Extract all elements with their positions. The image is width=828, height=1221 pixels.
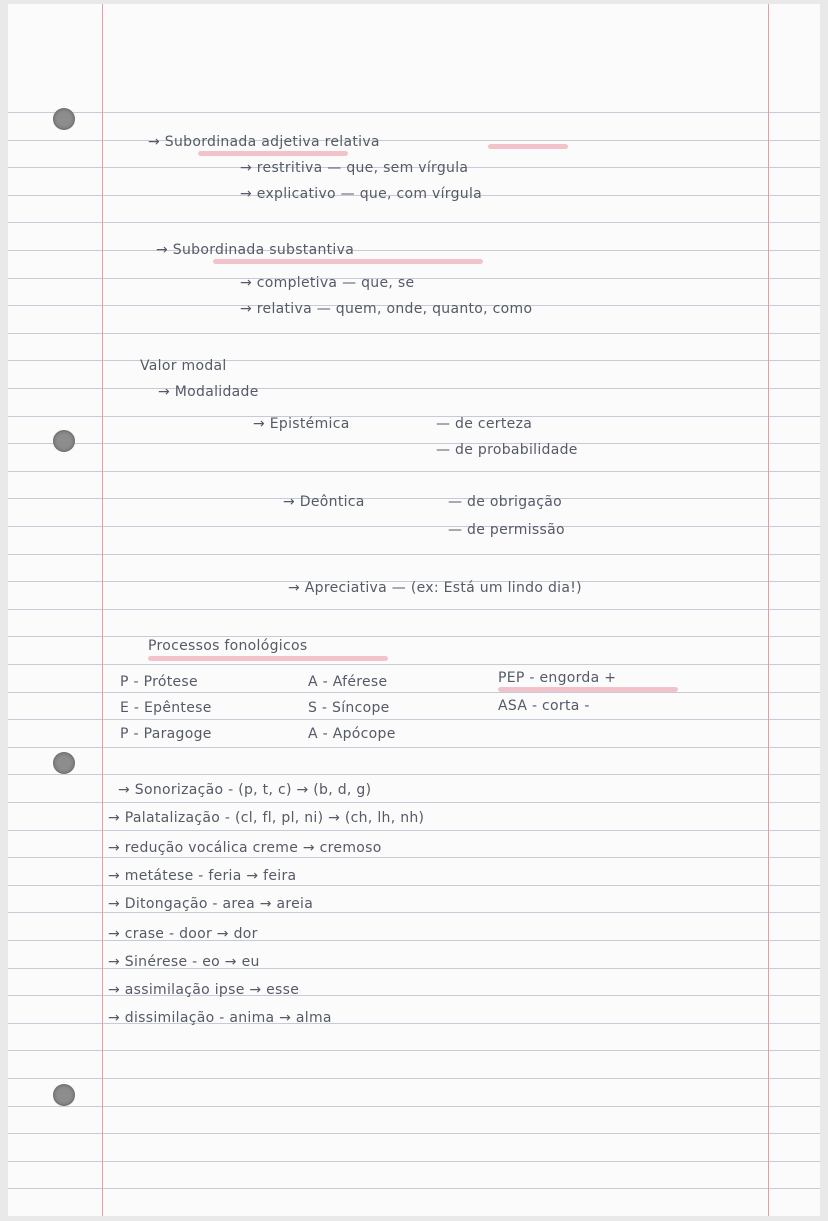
ruled-line [8, 1078, 820, 1079]
note-epistemica: → Epistémica [253, 416, 350, 432]
highlight-mark [488, 144, 568, 149]
note-reducao: → redução vocálica creme → cremoso [108, 840, 382, 856]
note-epistemica-probabilidade: — de probabilidade [436, 442, 578, 458]
highlight-mark [148, 656, 388, 661]
note-adjetiva-title: → Subordinada adjetiva relativa [148, 134, 380, 150]
note-paragoge: P - Paragoge [120, 726, 212, 742]
ruled-line [8, 388, 820, 389]
ruled-line [8, 830, 820, 831]
ruled-line [8, 222, 820, 223]
note-sonorizacao: → Sonorização - (p, t, c) → (b, d, g) [118, 782, 372, 798]
ruled-line [8, 471, 820, 472]
note-valor-modal: Valor modal [140, 358, 227, 374]
punch-hole [53, 1084, 75, 1106]
ruled-line [8, 747, 820, 748]
note-pep: PEP - engorda + [498, 670, 617, 686]
punch-hole [53, 108, 75, 130]
left-margin-line [102, 4, 103, 1216]
note-crase: → crase - door → dor [108, 926, 258, 942]
note-processos-title: Processos fonológicos [148, 638, 308, 654]
note-deontica: → Deôntica [283, 494, 365, 510]
ruled-line [8, 912, 820, 913]
punch-hole [53, 752, 75, 774]
note-palatalizacao: → Palatalização - (cl, fl, pl, ni) → (ch, lh, nh) [108, 810, 425, 826]
ruled-line [8, 692, 820, 693]
ruled-line [8, 802, 820, 803]
ruled-line [8, 1133, 820, 1134]
note-deontica-permissao: — de permissão [448, 522, 565, 538]
ruled-line [8, 774, 820, 775]
ruled-line [8, 857, 820, 858]
right-margin-line [768, 4, 769, 1216]
ruled-line [8, 554, 820, 555]
note-epentese: E - Epêntese [120, 700, 212, 716]
ruled-line [8, 250, 820, 251]
note-metatese: → metátese - feria → feira [108, 868, 297, 884]
note-asa: ASA - corta - [498, 698, 590, 714]
note-deontica-obrigacao: — de obrigação [448, 494, 563, 510]
note-apocope: A - Apócope [308, 726, 396, 742]
note-relativa: → relativa — quem, onde, quanto, como [240, 301, 533, 317]
ruled-line [8, 443, 820, 444]
note-protese: P - Prótese [120, 674, 198, 690]
punch-hole [53, 430, 75, 452]
note-completiva: → completiva — que, se [240, 275, 415, 291]
ruled-line [8, 664, 820, 665]
note-modalidade: → Modalidade [158, 384, 259, 400]
note-restritiva: → restritiva — que, sem vírgula [240, 160, 469, 176]
ruled-line [8, 112, 820, 113]
note-aferese: A - Aférese [308, 674, 388, 690]
ruled-line [8, 526, 820, 527]
note-sincope: S - Síncope [308, 700, 390, 716]
ruled-line [8, 719, 820, 720]
highlight-mark [198, 151, 348, 156]
note-explicativa: → explicativo — que, com vírgula [240, 186, 483, 202]
ruled-line [8, 1050, 820, 1051]
ruled-line [8, 1106, 820, 1107]
highlight-mark [213, 259, 483, 264]
ruled-line [8, 498, 820, 499]
notebook-page [8, 4, 820, 1216]
ruled-line [8, 1188, 820, 1189]
ruled-line [8, 1161, 820, 1162]
ruled-line [8, 360, 820, 361]
note-ditongacao: → Ditongação - area → areia [108, 896, 314, 912]
ruled-line [8, 333, 820, 334]
note-apreciativa: → Apreciativa — (ex: Está um lindo dia!) [288, 580, 582, 596]
ruled-line [8, 609, 820, 610]
note-dissimilacao: → dissimilação - anima → alma [108, 1010, 332, 1026]
ruled-line [8, 636, 820, 637]
ruled-line [8, 416, 820, 417]
highlight-mark [498, 687, 678, 692]
ruled-line [8, 885, 820, 886]
note-epistemica-certeza: — de certeza [436, 416, 533, 432]
note-sinerese: → Sinérese - eo → eu [108, 954, 260, 970]
note-assimilacao: → assimilação ipse → esse [108, 982, 300, 998]
note-substantiva-title: → Subordinada substantiva [156, 242, 355, 258]
ruled-line [8, 140, 820, 141]
